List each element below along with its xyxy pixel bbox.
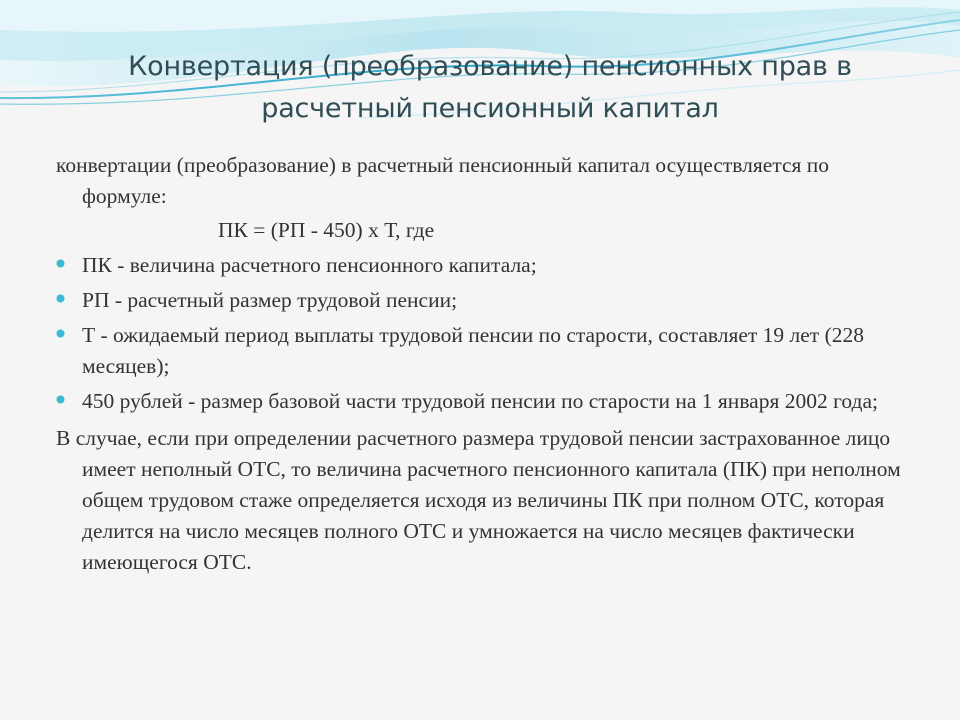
bullet-dot-icon	[56, 395, 65, 404]
definition-item	[56, 320, 916, 382]
definition-item	[56, 285, 916, 316]
definition-list	[56, 250, 916, 417]
bullet-dot-icon	[56, 329, 65, 338]
definition-text: 450 рублей - размер базовой части трудовой пенсии по старости на 1 января 2002 года;	[82, 389, 878, 413]
definition-text: ПК - величина расчетного пенсионного капитала;	[82, 253, 537, 277]
bullet-dot-icon	[56, 259, 65, 268]
intro-paragraph: конвертации (преобразование) в расчетный пенсионный капитал осуществляется по формуле:	[56, 153, 830, 208]
slide-body	[56, 150, 916, 578]
slide-title: Конвертация (преобразование) пенсионных прав в расчетный пенсионный капитал	[128, 51, 852, 124]
formula-text: ПК = (РП - 450) х Т, где	[218, 218, 435, 242]
definition-text: РП - расчетный размер трудовой пенсии;	[82, 288, 458, 312]
definition-item	[56, 386, 916, 417]
definition-item	[56, 250, 916, 281]
bullet-dot-icon	[56, 294, 65, 303]
closing-paragraph: В случае, если при определении расчетного размера трудовой пенсии застрахованное лицо имеет неполный ОТС, то величина расчетного пенсионного капитала (ПК) при неполном общем трудовом стаже определяется исходя из величины ПК при полном ОТС, которая делится на число месяцев полного ОТС и умножается на число месяцев фактически имеющегося ОТС.	[56, 426, 901, 574]
definition-text: Т - ожидаемый период выплаты трудовой пенсии по старости, составляет 19 лет (228 месяцев);	[82, 323, 864, 378]
